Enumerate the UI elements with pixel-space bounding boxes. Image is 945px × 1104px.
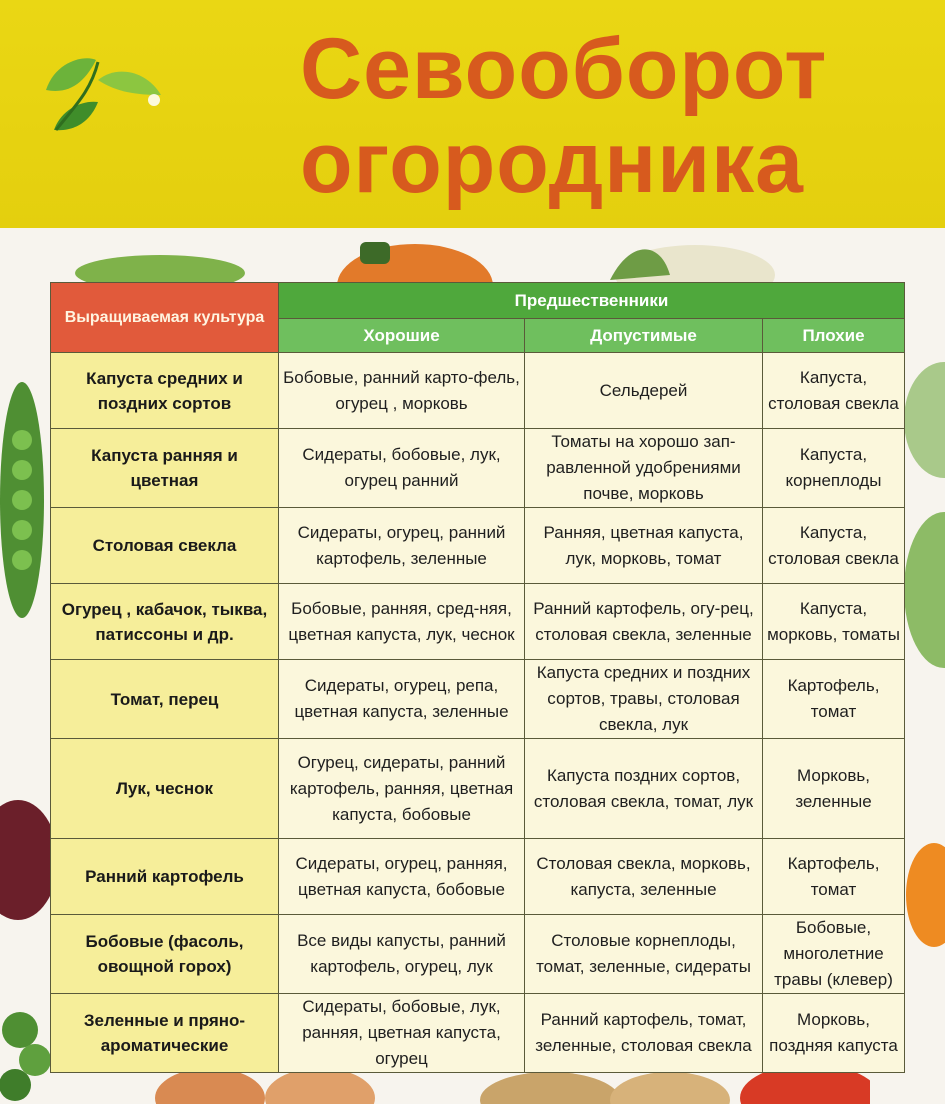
- table-row: [51, 915, 905, 994]
- good-cell: Сидераты, огурец, ранний картофель, зеленные: [279, 508, 525, 584]
- acceptable-cell: Столовые корнеплоды, томат, зеленные, сидераты: [525, 915, 763, 994]
- bad-cell: Капуста, столовая свекла: [763, 508, 905, 584]
- acceptable-cell: Ранний картофель, томат, зеленные, столовая свекла: [525, 994, 763, 1073]
- acceptable-cell: Капуста средних и поздних сортов, травы, столовая свекла, лук: [525, 660, 763, 739]
- table-row: [51, 839, 905, 915]
- bad-cell: Капуста, столовая свекла: [763, 353, 905, 429]
- header-bad: Плохие: [763, 319, 905, 353]
- acceptable-cell: Капуста поздних сортов, столовая свекла, томат, лук: [525, 739, 763, 839]
- crop-cell: Бобовые (фасоль, овощной горох): [51, 915, 279, 994]
- bad-cell: Капуста, корнеплоды: [763, 429, 905, 508]
- cauliflower-icon: [600, 230, 780, 290]
- good-cell: Огурец, сидераты, ранний картофель, ранняя, цветная капуста, бобовые: [279, 739, 525, 839]
- good-cell: Все виды капусты, ранний картофель, огурец, лук: [279, 915, 525, 994]
- acceptable-cell: Томаты на хорошо зап-равленной удобрениями почве, морковь: [525, 429, 763, 508]
- header-predecessors: Предшественники: [279, 283, 905, 319]
- good-cell: Бобовые, ранний карто-фель, огурец , морковь: [279, 353, 525, 429]
- good-cell: Сидераты, огурец, репа, цветная капуста, зеленные: [279, 660, 525, 739]
- leaf-logo-icon: [36, 50, 176, 140]
- table-row: [51, 353, 905, 429]
- crop-cell: Ранний картофель: [51, 839, 279, 915]
- crop-cell: Столовая свекла: [51, 508, 279, 584]
- header-crop: Выращиваемая культура: [51, 283, 279, 353]
- header-good: Хорошие: [279, 319, 525, 353]
- acceptable-cell: Сельдерей: [525, 353, 763, 429]
- table-row: [51, 429, 905, 508]
- acceptable-cell: Ранний картофель, огу-рец, столовая свекла, зеленные: [525, 584, 763, 660]
- bad-cell: Морковь, поздняя капуста: [763, 994, 905, 1073]
- title-line-2: огородника: [300, 115, 804, 211]
- crop-rotation-table: [50, 282, 905, 1073]
- crop-cell: Лук, чеснок: [51, 739, 279, 839]
- bad-cell: Бобовые, многолетние травы (клевер): [763, 915, 905, 994]
- good-cell: Сидераты, огурец, ранняя, цветная капуста, бобовые: [279, 839, 525, 915]
- table-row: [51, 508, 905, 584]
- header-acceptable: Допустимые: [525, 319, 763, 353]
- crop-cell: Огурец , кабачок, тыква, патиссоны и др.: [51, 584, 279, 660]
- crop-cell: Томат, перец: [51, 660, 279, 739]
- bad-cell: Картофель, томат: [763, 839, 905, 915]
- crop-cell: Капуста ранняя и цветная: [51, 429, 279, 508]
- table-row: [51, 994, 905, 1073]
- table-row: [51, 739, 905, 839]
- savoy-cabbage-icon: [904, 510, 945, 670]
- table-row: [51, 660, 905, 739]
- good-cell: Сидераты, бобовые, лук, огурец ранний: [279, 429, 525, 508]
- crop-cell: Капуста средних и поздних сортов: [51, 353, 279, 429]
- acceptable-cell: Ранняя, цветная капуста, лук, морковь, томат: [525, 508, 763, 584]
- good-cell: Сидераты, бобовые, лук, ранняя, цветная капуста, огурец: [279, 994, 525, 1073]
- title-line-1: Севооборот: [300, 21, 828, 117]
- bad-cell: Капуста, морковь, томаты: [763, 584, 905, 660]
- pepper-icon: [904, 840, 945, 950]
- acceptable-cell: Столовая свекла, морковь, капуста, зеленные: [525, 839, 763, 915]
- bad-cell: Картофель, томат: [763, 660, 905, 739]
- page-title: [300, 22, 900, 210]
- good-cell: Бобовые, ранняя, сред-няя, цветная капуста, лук, чеснок: [279, 584, 525, 660]
- bad-cell: Морковь, зеленные: [763, 739, 905, 839]
- crop-cell: Зеленные и пряно-ароматические: [51, 994, 279, 1073]
- beet-icon: [0, 780, 52, 930]
- pea-pod-icon: [0, 380, 52, 620]
- table-row: [51, 584, 905, 660]
- cabbage-icon: [904, 360, 945, 480]
